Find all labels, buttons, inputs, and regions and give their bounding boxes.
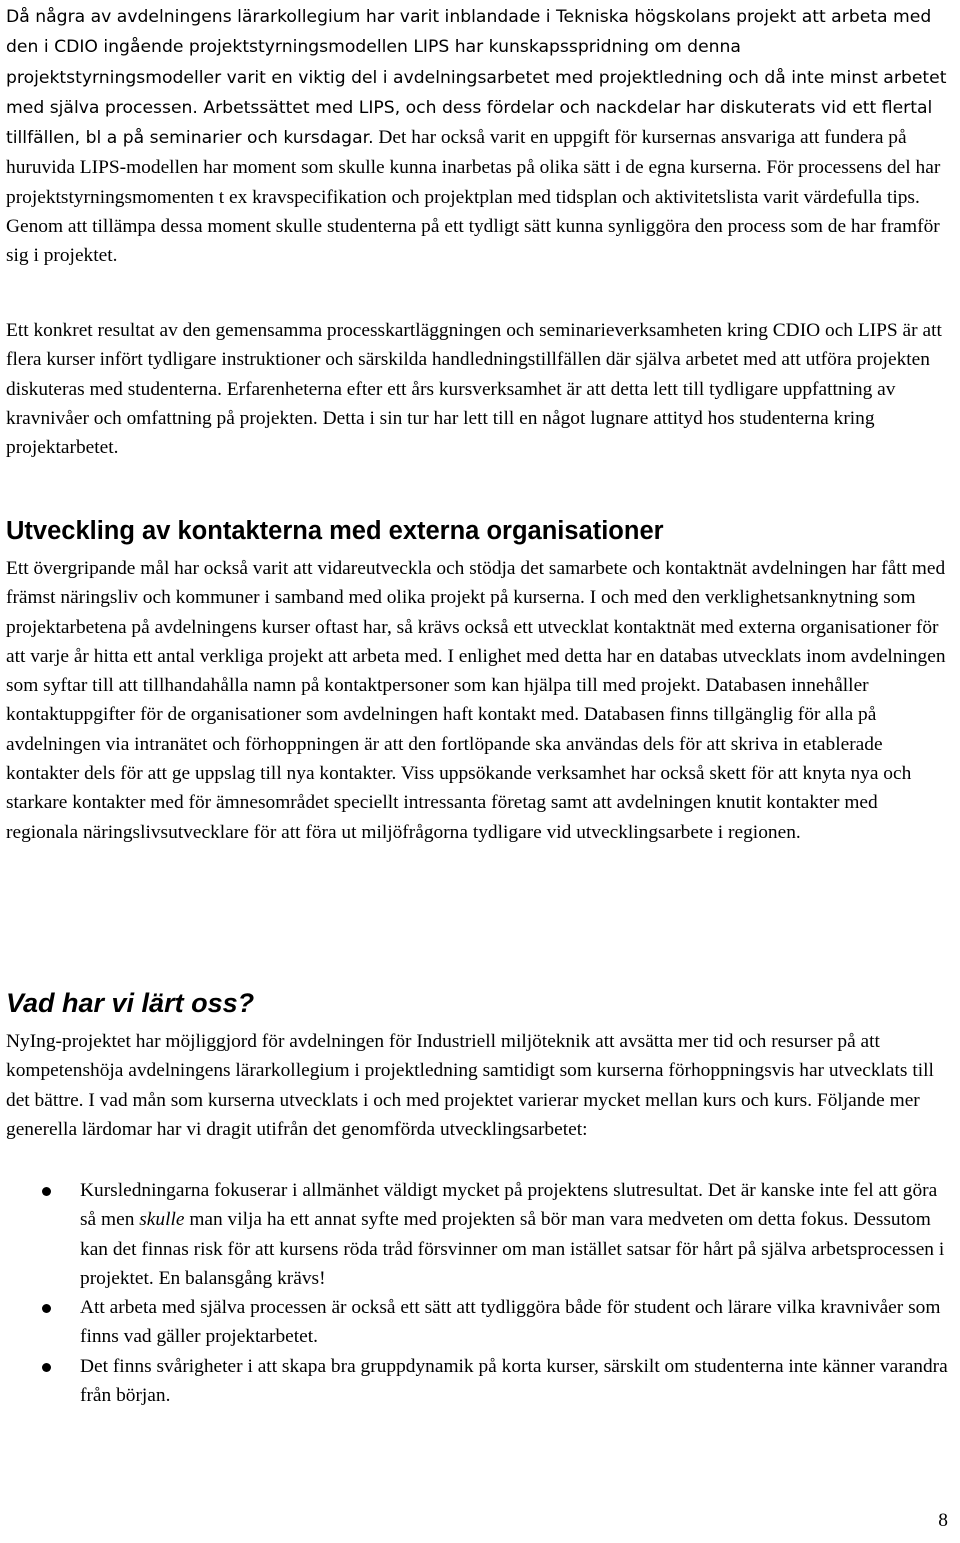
lessons-bullet-list: [6, 1176, 952, 1410]
page-number: 8: [938, 1510, 948, 1531]
section-heading-external-contacts: Utveckling av kontakterna med externa organisationer: [6, 517, 664, 545]
emphasis-word: skulle: [139, 1209, 185, 1231]
paragraph-results-text: Ett konkret resultat av den gemensamma processkartläggningen och seminarieverksamheten kring CDIO och LIPS är att flera kurser infört tydligare instruktioner och särskilda handledningstillfällen där själva arbetet med att utföra projekten diskuteras med studenterna. Erfarenheterna efter ett års kursverksamhet är att detta lett till tydligare uppfattning av kravnivåer och omfattning på projekten. Detta i sin tur har lett till en något lugnare attityd hos studenterna kring projektarbetet.: [6, 320, 942, 459]
bullet-dot-icon: [42, 1187, 51, 1196]
paragraph-external-contacts-text: Ett övergripande mål har också varit att vidareutveckla och stödja det samarbete och kontaktnät avdelningen har fått med främst näringsliv och kommuner i samband med olika projekt på kurserna. I och med den verklighetsanknytning som projektarbetena på avdelningens kurser oftast har, så krävs också ett utvecklat kontaktnät med externa organisationer för att varje år hitta ett antal verkliga projekt att arbeta med. I enlighet med detta har en databas utvecklats inom avdelningen som syftar till att tillhandahålla namn på kontaktpersoner som kan hjälpa till med projekt. Databasen innehåller kontaktuppgifter för de organisationer som avdelningen haft kontakt med. Databasen finns tillgänglig för alla på avdelningen via intranätet och förhoppningen är att den fortlöpande ska användas dels för att skriva in etablerade kontakter dels för att ge uppslag till nya kontakter. Viss uppsökande verksamhet har också skett för att knyta nya och starkare kontakter med för ämnesområdet speciellt intressanta företag samt att avdelningen knutit kontakter med regionala näringslivsutvecklare för att föra ut miljöfrågorna tydligare vid utvecklingsarbete i regionen.: [6, 558, 946, 843]
paragraph-lips: [6, 2, 952, 271]
bullet-item: Det finns svårigheter i att skapa bra gruppdynamik på korta kurser, särskilt om studenterna inte känner varandra från början.: [6, 1352, 952, 1411]
paragraph-external-contacts: [6, 554, 952, 847]
paragraph-results: [6, 316, 952, 462]
paragraph-lips-serif-text: Det har också varit en uppgift för kursernas ansvariga att fundera på huruvida LIPS-modellen har moment som skulle kunna inarbetas på olika sätt i de egna kurserna. För processens del har projektstyrningsmomenten t ex kravspecifikation och projektplan med tidsplan och aktivitetslista varit värdefulla tips. Genom att tillämpa dessa moment skulle studenterna på ett tydligt sätt kunna synliggöra den process som de har framför sig i projektet.: [6, 127, 941, 267]
bullet-item: Kursledningarna fokuserar i allmänhet väldigt mycket på projektens slutresultat. Det är kanske inte fel att göra så men skulle man vilja ha ett annat syfte med projekten så bör man vara medveten om detta fokus. Dessutom kan det finnas risk för att kursens röda tråd försvinner om man istället satsar för hårt på själva arbetsprocessen i projektet. En balansgång krävs!: [6, 1176, 952, 1293]
paragraph-lessons: [6, 1027, 952, 1144]
section-heading-lessons: Vad har vi lärt oss?: [6, 988, 255, 1018]
paragraph-lips-sans-text: Då några av avdelningens lärarkollegium har varit inblandade i Tekniska högskolans projekt att arbeta med den i CDIO ingående projektstyrningsmodellen LIPS har kunskapsspridning om denna projektstyrningsmodeller varit en viktig del i avdelningsarbetet med projektledning och då inte minst arbetet med själva processen. Arbetssättet med LIPS, och dess fördelar och nackdelar har diskuterats vid ett flertal tillfällen, bl a på seminarier och kursdagar.: [6, 7, 947, 149]
bullet-item: Att arbeta med själva processen är också ett sätt att tydliggöra både för student och lärare vilka kravnivåer som finns vad gäller projektarbetet.: [6, 1293, 952, 1352]
bullet-dot-icon: [42, 1363, 51, 1372]
bullet-dot-icon: [42, 1304, 51, 1313]
paragraph-lessons-text: NyIng-projektet har möjliggjord för avdelningen för Industriell miljöteknik att avsätta mer tid och resurser på att kompetenshöja avdelningens lärarkollegium i projektledning samtidigt som kurserna förhoppningsvis har utvecklats till det bättre. I vad mån som kurserna utvecklats i och med projektet varierar mycket mellan kurs och kurs. Följande mer generella lärdomar har vi dragit utifrån det genomförda utvecklingsarbetet:: [6, 1031, 934, 1140]
